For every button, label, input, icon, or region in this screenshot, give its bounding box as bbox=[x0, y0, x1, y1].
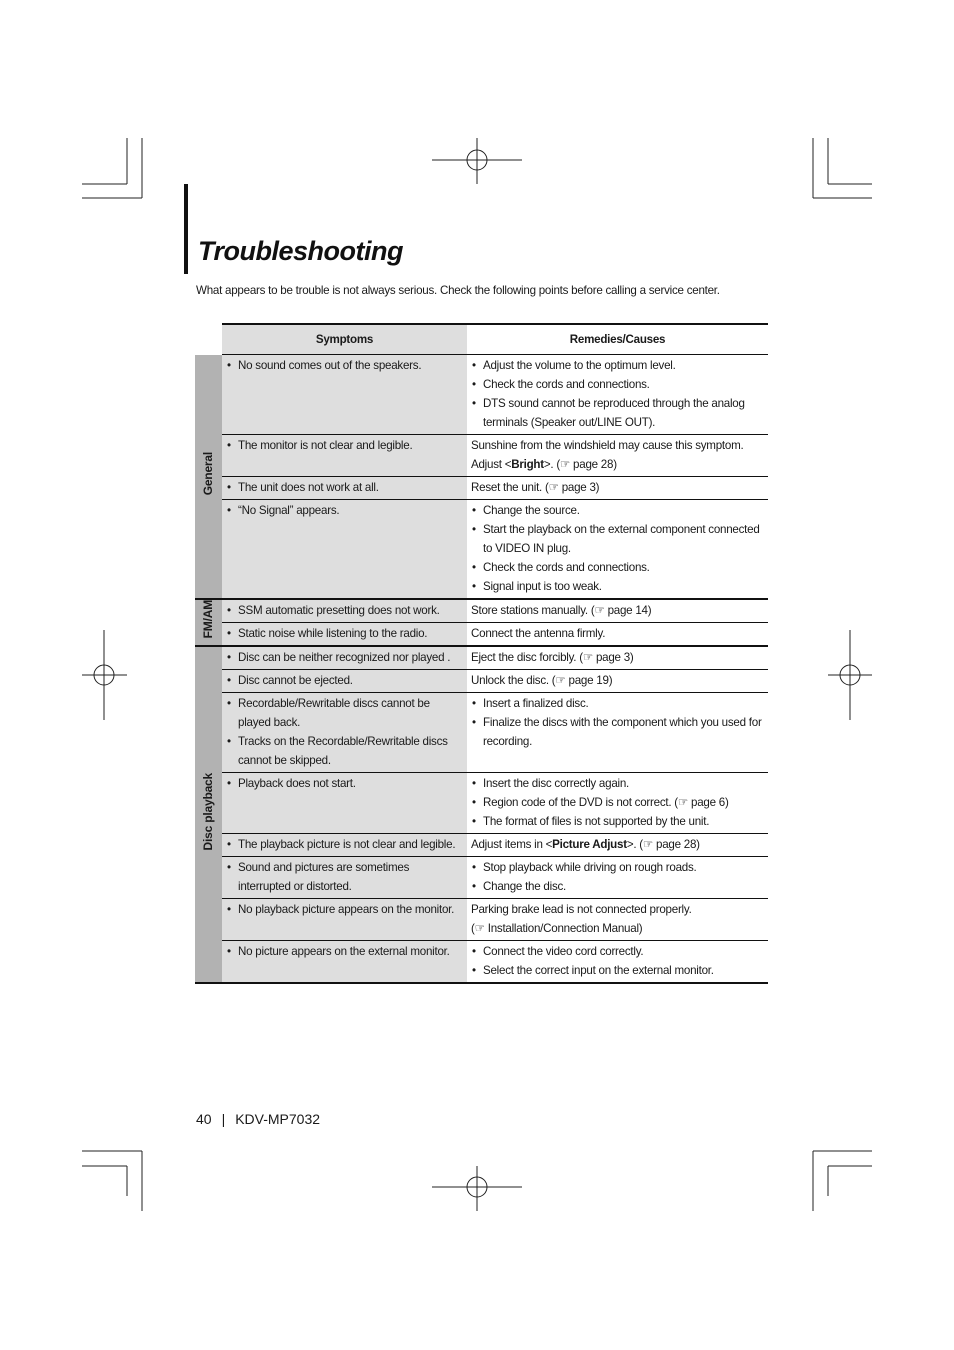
table-row bbox=[195, 477, 768, 500]
symptom-cell bbox=[222, 693, 467, 773]
remedy-item: • Finalize the discs with the component which you used for recording. bbox=[471, 713, 764, 751]
symptom-list bbox=[226, 601, 463, 620]
remedy-item: • Signal input is too weak. bbox=[471, 577, 764, 596]
remedy-list bbox=[471, 694, 764, 751]
remedy-cell bbox=[467, 857, 768, 899]
remedy-cell bbox=[467, 355, 768, 435]
troubleshooting-table bbox=[195, 323, 768, 984]
symptom-list bbox=[226, 356, 463, 375]
table-row bbox=[195, 355, 768, 435]
remedy-cell bbox=[467, 899, 768, 941]
symptom-cell bbox=[222, 857, 467, 899]
remedy-item: • Insert the disc correctly again. bbox=[471, 774, 764, 793]
remedy-item: • Change the source. bbox=[471, 501, 764, 520]
table-row bbox=[195, 857, 768, 899]
remedy-item: • Start the playback on the external component connected to VIDEO IN plug. bbox=[471, 520, 764, 558]
symptom-item: • The unit does not work at all. bbox=[226, 478, 463, 497]
remedy-cell bbox=[467, 834, 768, 857]
remedy-text: Unlock the disc. (☞ page 19) bbox=[471, 674, 613, 687]
symptom-list bbox=[226, 648, 463, 667]
symptom-cell bbox=[222, 941, 467, 984]
symptom-cell bbox=[222, 646, 467, 670]
symptom-cell bbox=[222, 899, 467, 941]
remedy-cell bbox=[467, 435, 768, 477]
table-row bbox=[195, 646, 768, 670]
remedy-item: • Check the cords and connections. bbox=[471, 375, 764, 394]
symptom-item: • Tracks on the Recordable/Rewritable discs cannot be skipped. bbox=[226, 732, 463, 770]
symptom-cell bbox=[222, 623, 467, 647]
table-row bbox=[195, 670, 768, 693]
remedy-item: • Select the correct input on the external monitor. bbox=[471, 961, 764, 980]
symptom-item: • Recordable/Rewritable discs cannot be played back. bbox=[226, 694, 463, 732]
symptom-item: • Playback does not start. bbox=[226, 774, 463, 793]
symptom-item: • Disc can be neither recognized nor played . bbox=[226, 648, 463, 667]
table-row bbox=[195, 899, 768, 941]
symptom-cell bbox=[222, 773, 467, 834]
symptom-cell bbox=[222, 355, 467, 435]
remedy-item: • Stop playback while driving on rough roads. bbox=[471, 858, 764, 877]
remedy-cell bbox=[467, 773, 768, 834]
remedy-text: Adjust <Bright>. (☞ page 28) bbox=[471, 458, 617, 471]
symptom-item: • “No Signal” appears. bbox=[226, 501, 463, 520]
symptom-cell bbox=[222, 670, 467, 693]
symptom-list bbox=[226, 501, 463, 520]
symptom-item: • The monitor is not clear and legible. bbox=[226, 436, 463, 455]
symptom-list bbox=[226, 858, 463, 896]
symptom-item: • Disc cannot be ejected. bbox=[226, 671, 463, 690]
header-symptoms: Symptoms bbox=[222, 324, 467, 355]
table-row bbox=[195, 941, 768, 984]
section-label: Disc playback bbox=[201, 772, 215, 851]
remedy-text: Eject the disc forcibly. (☞ page 3) bbox=[471, 651, 634, 664]
symptom-item: • Static noise while listening to the radio. bbox=[226, 624, 463, 643]
section-label-cell bbox=[195, 599, 222, 646]
symptom-cell bbox=[222, 500, 467, 600]
remedy-text: Connect the antenna firmly. bbox=[471, 627, 606, 640]
symptom-cell bbox=[222, 435, 467, 477]
intro-text: What appears to be trouble is not always serious. Check the following points before calling a service center. bbox=[196, 284, 720, 297]
symptom-list bbox=[226, 694, 463, 770]
model-name: KDV-MP7032 bbox=[235, 1111, 321, 1127]
remedy-cell bbox=[467, 646, 768, 670]
symptom-list bbox=[226, 436, 463, 455]
section-label-cell bbox=[195, 355, 222, 600]
symptom-list bbox=[226, 835, 463, 854]
symptom-list bbox=[226, 624, 463, 643]
symptom-cell bbox=[222, 599, 467, 623]
remedy-cell bbox=[467, 623, 768, 647]
symptom-list bbox=[226, 900, 463, 919]
remedy-text: Sunshine from the windshield may cause this symptom. bbox=[471, 439, 744, 452]
remedy-item: • Region code of the DVD is not correct. (☞ page 6) bbox=[471, 793, 764, 812]
symptom-list bbox=[226, 478, 463, 497]
remedy-text: (☞ Installation/Connection Manual) bbox=[471, 922, 643, 935]
remedy-item: • The format of files is not supported by the unit. bbox=[471, 812, 764, 831]
symptom-item: • No playback picture appears on the monitor. bbox=[226, 900, 463, 919]
symptom-list bbox=[226, 671, 463, 690]
remedy-list bbox=[471, 356, 764, 432]
remedy-cell bbox=[467, 599, 768, 623]
symptom-list bbox=[226, 942, 463, 961]
remedy-item: • Connect the video cord correctly. bbox=[471, 942, 764, 961]
table-row bbox=[195, 623, 768, 647]
table-header-row bbox=[195, 324, 768, 355]
remedy-text: Adjust items in <Picture Adjust>. (☞ page 28) bbox=[471, 838, 700, 851]
table-row bbox=[195, 599, 768, 623]
remedy-item: • Adjust the volume to the optimum level. bbox=[471, 356, 764, 375]
title-accent-bar bbox=[184, 184, 188, 274]
page-footer bbox=[196, 1111, 320, 1127]
remedy-text: Reset the unit. (☞ page 3) bbox=[471, 481, 600, 494]
symptom-cell bbox=[222, 834, 467, 857]
table-row bbox=[195, 773, 768, 834]
remedy-cell bbox=[467, 670, 768, 693]
symptom-item: • No sound comes out of the speakers. bbox=[226, 356, 463, 375]
remedy-list bbox=[471, 942, 764, 980]
remedy-text: Parking brake lead is not connected properly. bbox=[471, 903, 692, 916]
table-row bbox=[195, 435, 768, 477]
remedy-cell bbox=[467, 500, 768, 600]
table-row bbox=[195, 500, 768, 600]
section-label: FM/AM bbox=[201, 600, 215, 639]
remedy-cell bbox=[467, 477, 768, 500]
page-number: 40 bbox=[196, 1111, 212, 1127]
symptom-item: • SSM automatic presetting does not work. bbox=[226, 601, 463, 620]
section-label-cell bbox=[195, 646, 222, 983]
remedy-item: • Insert a finalized disc. bbox=[471, 694, 764, 713]
symptom-cell bbox=[222, 477, 467, 500]
remedy-item: • Change the disc. bbox=[471, 877, 764, 896]
section-label: General bbox=[201, 451, 215, 495]
remedy-list bbox=[471, 774, 764, 831]
symptom-item: • The playback picture is not clear and legible. bbox=[226, 835, 463, 854]
remedy-list bbox=[471, 501, 764, 596]
remedy-cell bbox=[467, 693, 768, 773]
header-blank bbox=[195, 324, 222, 355]
symptom-item: • No picture appears on the external monitor. bbox=[226, 942, 463, 961]
footer-separator: | bbox=[221, 1111, 226, 1127]
table-body bbox=[195, 355, 768, 984]
remedy-list bbox=[471, 858, 764, 896]
remedy-text: Store stations manually. (☞ page 14) bbox=[471, 604, 652, 617]
symptom-item: • Sound and pictures are sometimes interrupted or distorted. bbox=[226, 858, 463, 896]
header-remedies: Remedies/Causes bbox=[467, 324, 768, 355]
remedy-item: • Check the cords and connections. bbox=[471, 558, 764, 577]
table-row bbox=[195, 693, 768, 773]
table-row bbox=[195, 834, 768, 857]
remedy-cell bbox=[467, 941, 768, 984]
page-title: Troubleshooting bbox=[198, 236, 403, 266]
symptom-list bbox=[226, 774, 463, 793]
remedy-item: • DTS sound cannot be reproduced through the analog terminals (Speaker out/LINE OUT). bbox=[471, 394, 764, 432]
